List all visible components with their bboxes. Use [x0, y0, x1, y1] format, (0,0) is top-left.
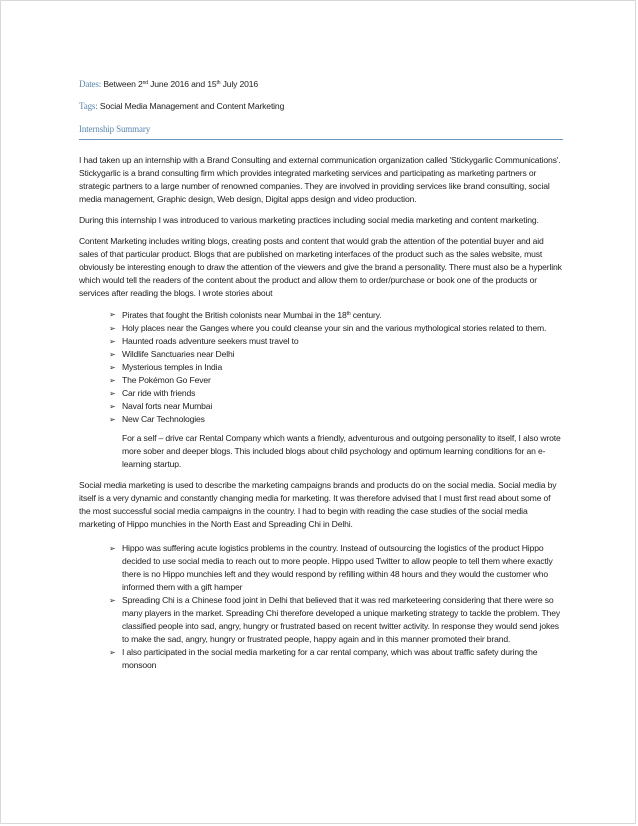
content-marketing-paragraph: Content Marketing includes writing blogs, creating posts and content that would grab the attention of the potential buyer and aid sales of that particular product. Blogs that are published on marketing interfaces of the product such as the sales website, must obviously be interesting enough to draw the attention of the viewers and give the brand a personality. There must also be a hyperlink which would tell the readers of the content about the product and allow them to order/purchase or book one of the products or services after reading the blogs. I wrote stories about	[79, 236, 562, 298]
practices-paragraph: During this internship I was introduced to various marketing practices including social media marketing and content marketing.	[79, 215, 539, 225]
internship-summary-heading: Internship Summary	[79, 123, 563, 140]
tags-value: Social Media Management and Content Marketing	[97, 101, 285, 111]
dates-value-mid: June 2016 and 15	[147, 79, 217, 89]
arrow-bullet-icon: ➢	[109, 544, 116, 553]
arrow-bullet-icon: ➢	[109, 324, 116, 333]
list-item: ➢ Wildlife Sanctuaries near Delhi	[109, 349, 235, 359]
list-item: ➢ I also participated in the social media marketing for a car rental company, which was about traffic safety during the monsoon	[109, 647, 538, 670]
dates-value-start: Between 2	[101, 79, 143, 89]
list-item: ➢ Naval forts near Mumbai	[109, 401, 213, 411]
list-item: ➢ The Pokémon Go Fever	[109, 375, 211, 385]
list-item: ➢ Hippo was suffering acute logistics problems in the country. Instead of outsourcing the logistics of the product Hippo decided to use social media to reach out to more people. Hippo used Twitter to allow people to tell them where exactly there is no Hippo munchies left and they would respond by refilling within 48 hours and they would the customer who informed them with a gift hamper	[109, 543, 553, 592]
social-media-paragraph: Social media marketing is used to describe the marketing campaigns brands and products do on the social media. Social media by itself is a very dynamic and constantly changing media for marketing. It was therefore advised that I must first read about some of the most successful social media campaigns in the country. I had to begin with reading the case studies of the social media marketing of Hippo munchies in the North East and Spreading Chi in Delhi.	[79, 480, 557, 529]
dates-value-end: July 2016	[220, 79, 259, 89]
social-media-list	[79, 542, 563, 672]
stories-list	[79, 308, 563, 426]
arrow-bullet-icon: ➢	[109, 402, 116, 411]
list-item: ➢ New Car Technologies	[109, 414, 205, 424]
arrow-bullet-icon: ➢	[109, 648, 116, 657]
arrow-bullet-icon: ➢	[109, 596, 116, 605]
list-item: ➢ Haunted roads adventure seekers must travel to	[109, 336, 299, 346]
arrow-bullet-icon: ➢	[109, 337, 116, 346]
list-item: ➢ Holy places near the Ganges where you could cleanse your sin and the various mythological stories related to them.	[109, 323, 547, 333]
arrow-bullet-icon: ➢	[109, 389, 116, 398]
document-body	[79, 77, 563, 672]
dates-line	[79, 77, 563, 90]
dates-suffix-2: th	[216, 80, 221, 86]
arrow-bullet-icon: ➢	[109, 415, 116, 424]
dates-label: Dates:	[79, 79, 102, 89]
list-item: ➢ Spreading Chi is a Chinese food joint in Delhi that believed that it was red marketeering considering that there were so many players in the market. Spreading Chi therefore developed a unique marketing strategy to tackle the problem. They classified people into sad, angry, hungry or frustrated based on recent twitter activity. In response they would send jokes to make the sad, angry, hungry or frustrated people, happy again and in this manner promoted their brand.	[109, 595, 561, 644]
list-item: ➢ Mysterious temples in India	[109, 362, 223, 372]
arrow-bullet-icon: ➢	[109, 310, 116, 319]
dates-suffix-1: nd	[142, 80, 148, 86]
tags-label: Tags:	[79, 101, 98, 111]
tags-line	[79, 100, 563, 113]
arrow-bullet-icon: ➢	[109, 376, 116, 385]
intro-paragraph: I had taken up an internship with a Brand Consulting and external communication organization called 'Stickygarlic Communications'. Stickygarlic is a brand consulting firm which provides integrated marketing services and participating as marketing partners or strategic partners to a large number of renowned companies. They are involved in providing services like brand consulting, social media management, Graphic design, Web design, Digital apps design and video production.	[79, 155, 561, 204]
arrow-bullet-icon: ➢	[109, 363, 116, 372]
list-item: ➢ Pirates that fought the British colonists near Mumbai in the 18th century.	[109, 310, 382, 320]
list-item: ➢ Car ride with friends	[109, 388, 196, 398]
arrow-bullet-icon: ➢	[109, 350, 116, 359]
car-rental-paragraph: For a self – drive car Rental Company which wants a friendly, adventurous and outgoing personality to itself, I also wrote more sober and deeper blogs. This included blogs about child psychology and optimum learning conditions for an e-learning startup.	[122, 433, 561, 469]
